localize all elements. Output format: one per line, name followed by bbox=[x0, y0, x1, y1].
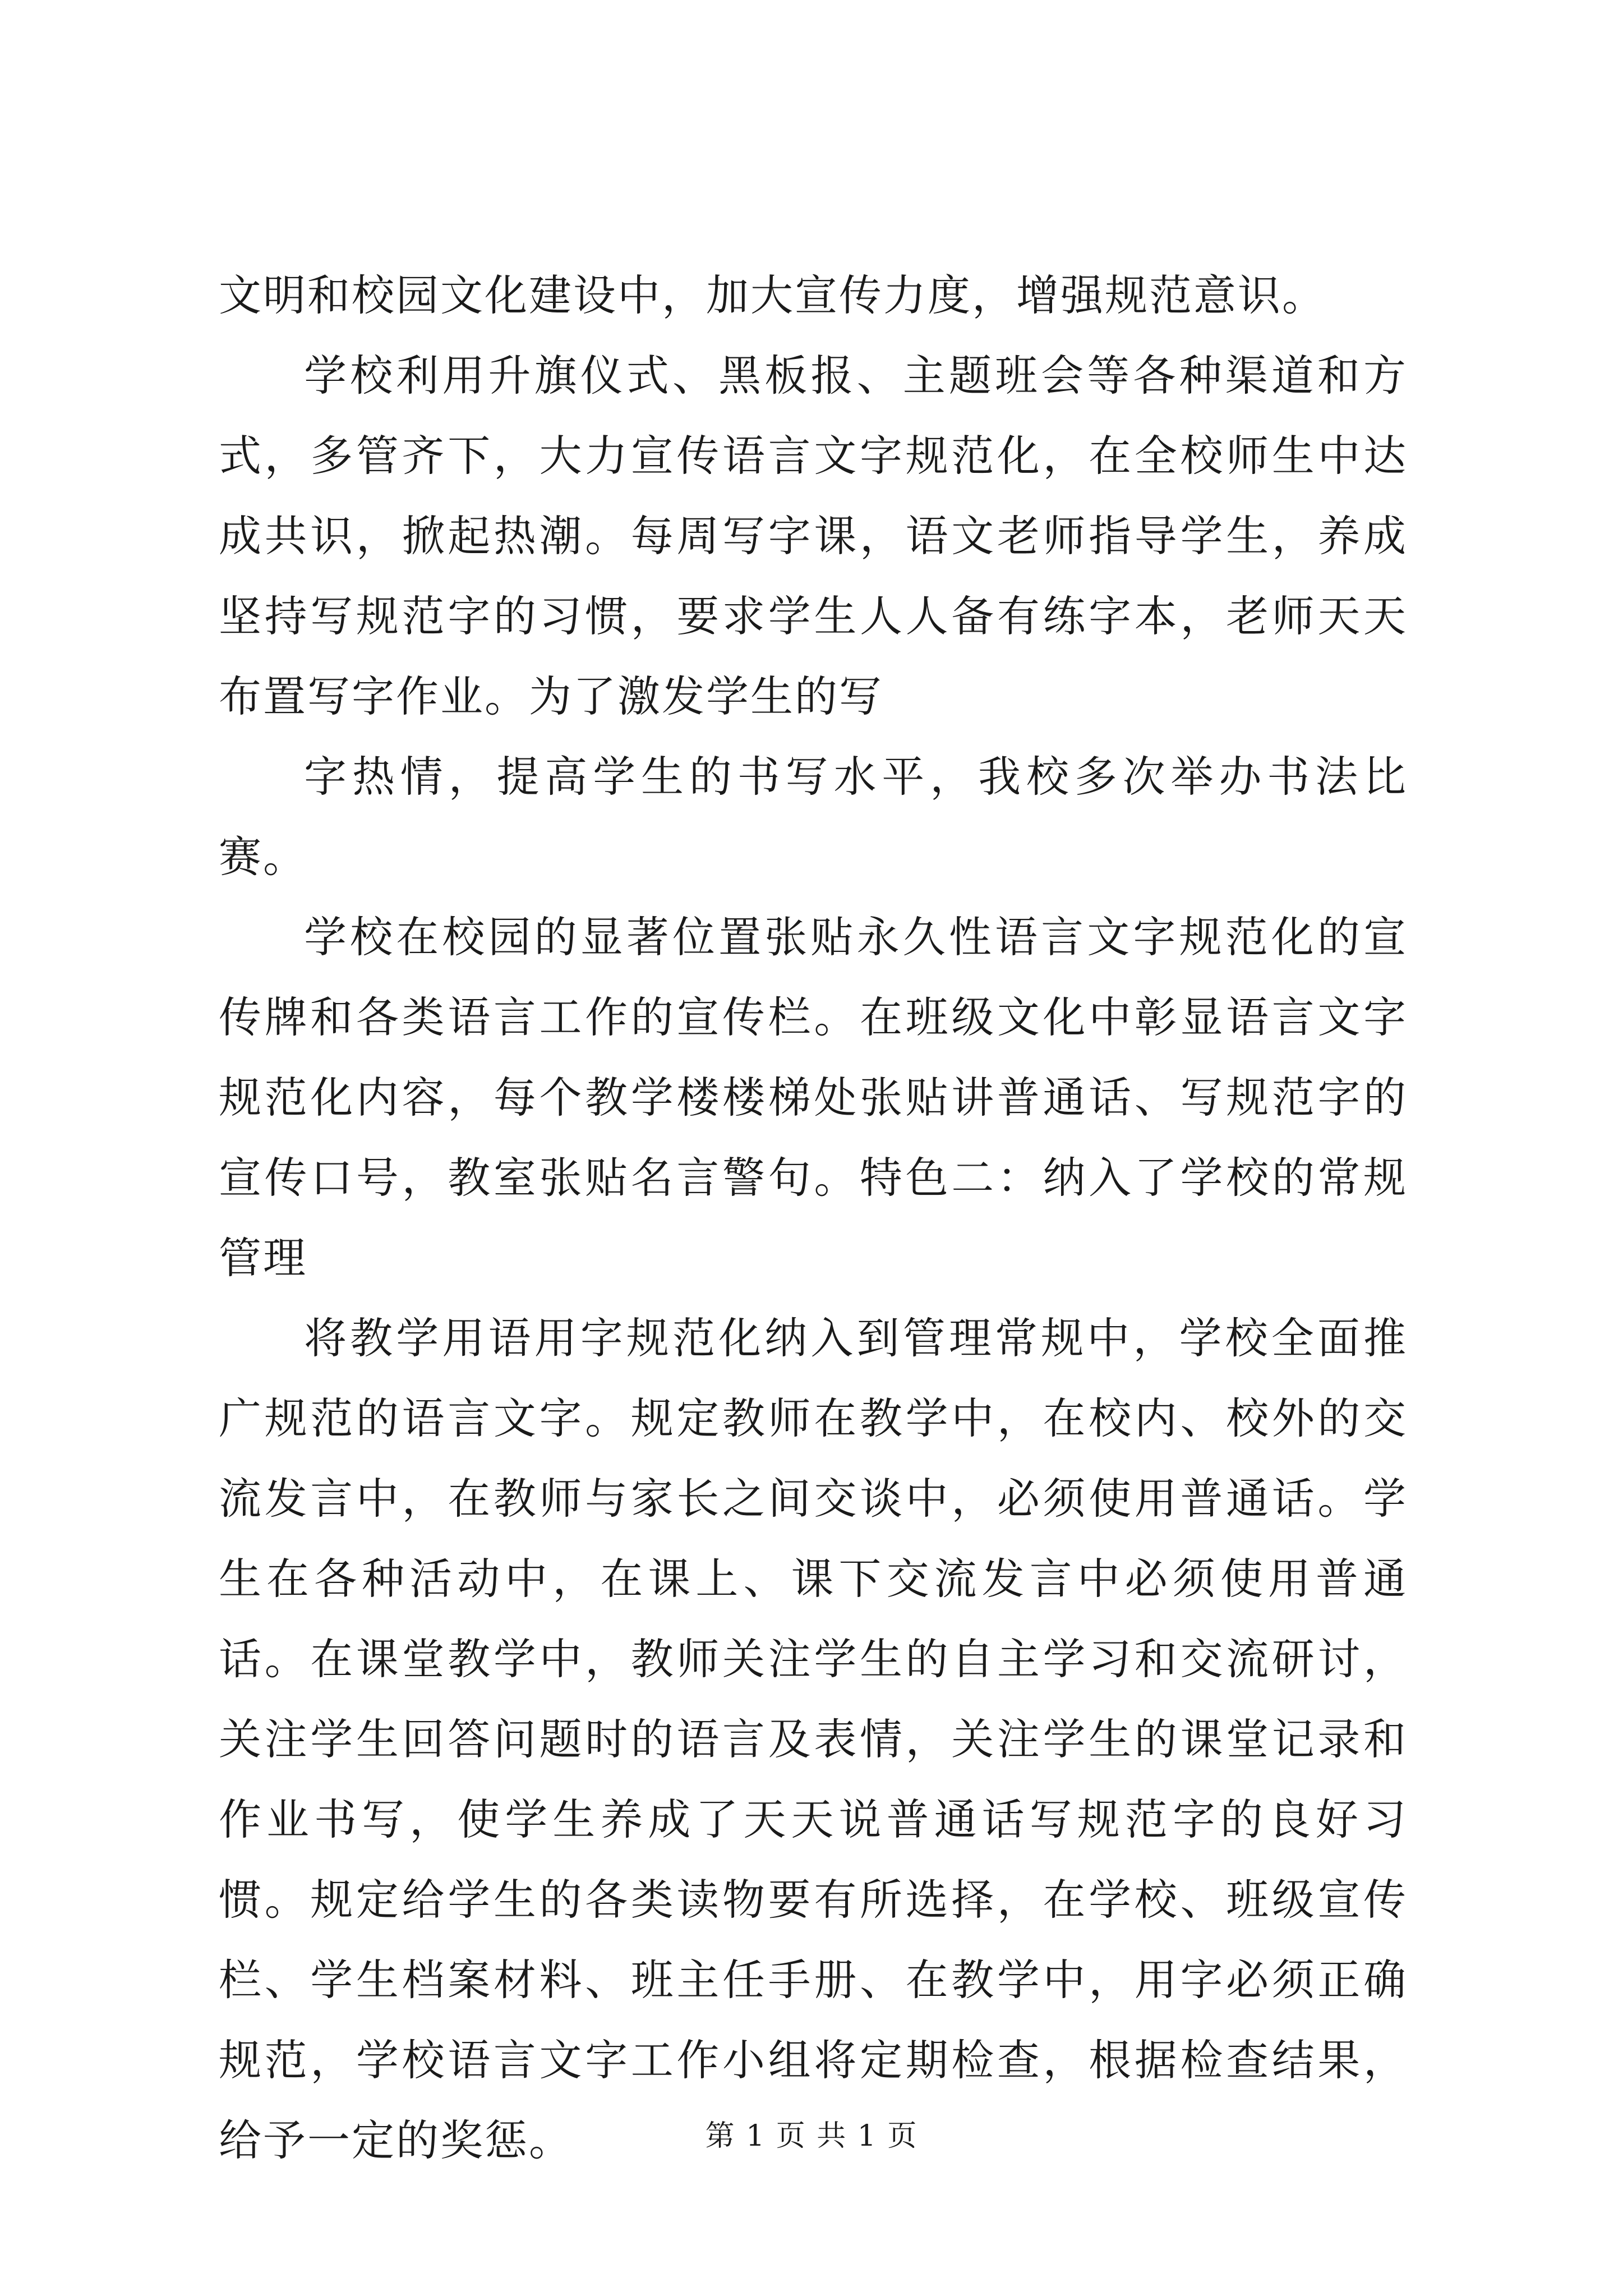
paragraph-4: 学校在校园的显著位置张贴永久性语言文字规范化的宣传牌和各类语言工作的宣传栏。在班级文化中彰显语言文字规范化内容，每个教学楼楼梯处张贴讲普通话、写规范字的宣传口号，教室张贴名言警句。特色二：纳入了学校的常规管理 bbox=[219, 912, 1408, 1283]
paragraph-1: 文明和校园文化建设中，加大宣传力度，增强规范意识。 bbox=[219, 270, 1326, 320]
page-footer: 第 1 页 共 1 页 bbox=[705, 2119, 918, 2153]
document-body bbox=[219, 255, 1408, 2180]
paragraph-5: 将教学用语用字规范化纳入到管理常规中，学校全面推广规范的语言文字。规定教师在教学中，在校内、校外的交流发言中，在教师与家长之间交谈中，必须使用普通话。学生在各种活动中，在课上、课下交流发言中必须使用普通话。在课堂教学中，教师关注学生的自主学习和交流研讨，关注学生回答问题时的语言及表情，关注学生的课堂记录和作业书写，使学生养成了天天说普通话写规范字的良好习惯。规定给学生的各类读物要有所选择，在学校、班级宣传栏、学生档案材料、班主任手册、在教学中，用字必须正确规范，学校语言文字工作小组将定期检查，根据检查结果，给予一定的奖惩。 bbox=[219, 1313, 1408, 2165]
paragraph-3: 字热情，提高学生的书写水平，我校多次举办书法比赛。 bbox=[219, 752, 1408, 882]
paragraph-2: 学校利用升旗仪式、黑板报、主题班会等各种渠道和方式，多管齐下，大力宣传语言文字规范化，在全校师生中达成共识，掀起热潮。每周写字课，语文老师指导学生，养成坚持写规范字的习惯，要求学生人人备有练字本，老师天天布置写字作业。为了激发学生的写 bbox=[219, 351, 1408, 721]
